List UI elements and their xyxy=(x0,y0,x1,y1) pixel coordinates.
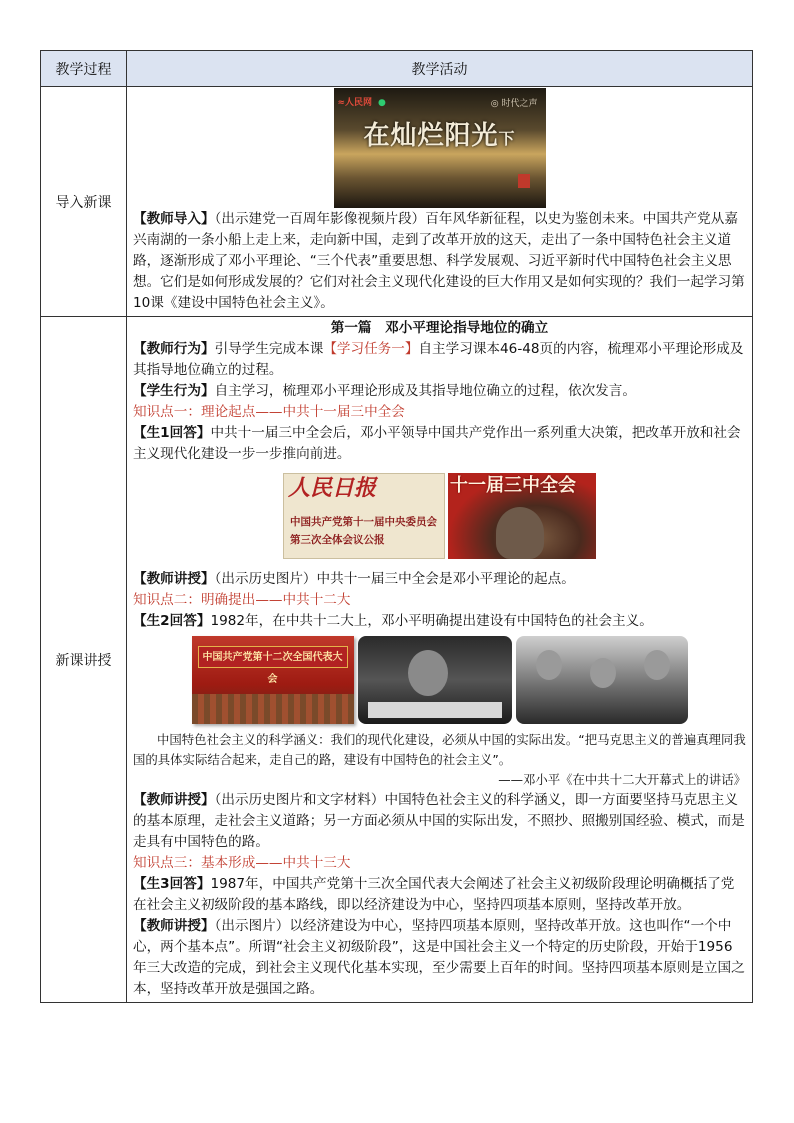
lecture-row xyxy=(41,317,753,1003)
speech-photo-image xyxy=(358,636,512,724)
portrait-figure xyxy=(496,507,544,559)
teacher-lecture-1: 【教师讲授】（出示历史图片）中共十一届三中全会是邓小平理论的起点。 xyxy=(133,571,575,587)
student-behavior: 【学生行为】自主学习，梳理邓小平理论形成及其指导地位确立的过程，依次发言。 xyxy=(133,383,636,399)
group-photo-image xyxy=(516,636,688,724)
section-title: 第一篇 邓小平理论指导地位的确立 xyxy=(330,320,549,336)
intro-label: 导入新课 xyxy=(41,87,127,317)
plenum-poster-image: 十一届三中全会 xyxy=(448,473,596,559)
quote-source: ——邓小平《在中共十二大开幕式上的讲话》 xyxy=(498,772,746,787)
table-header-row xyxy=(41,51,753,87)
header-process: 教学过程 xyxy=(41,51,127,87)
quote-text: 中国特色社会主义的科学涵义：我们的现代化建设，必须从中国的实际出发。“把马克思主义的普遍真理同我国的具体实际结合起来，走自己的路，建设有中国特色的社会主义”。 xyxy=(133,732,746,767)
video-logo-right: ◎ 时代之声 xyxy=(490,99,538,109)
lecture-content xyxy=(127,317,753,1003)
knowledge-point-1: 知识点一：理论起点——中共十一届三中全会 xyxy=(133,404,405,420)
lesson-table xyxy=(40,50,753,1003)
lecture-label: 新课讲授 xyxy=(41,317,127,1003)
video-still-image xyxy=(334,88,546,208)
knowledge-point-2: 知识点二：明确提出——中共十二大 xyxy=(133,592,351,608)
header-activity: 教学活动 xyxy=(127,51,753,87)
video-logo-left: ≈人民网 ● xyxy=(337,98,386,108)
student-answer-2: 【生2回答】1982年，在中共十二大上，邓小平明确提出建设有中国特色的社会主义。 xyxy=(133,613,653,629)
teacher-lecture-3: 【教师讲授】（出示图片）以经济建设为中心，坚持四项基本原则，坚持改革开放。这也叫作“一个中心，两个基本点”。所谓“社会主义初级阶段”，这是中国社会主义一个特定的历史阶段，开始于1956年三大改造的完成，到社会主义现代化基本实现，至少需要上百年的时间。坚持四项基本原则是立国之本，坚持改革开放是强国之路。 xyxy=(133,918,745,997)
teacher-behavior: 【教师行为】引导学生完成本课【学习任务一】自主学习课本46-48页的内容，梳理邓小平理论形成及其指导地位确立的过程。 xyxy=(133,341,744,378)
congress-hall-image: 中国共产党第十二次全国代表大会 xyxy=(192,636,354,724)
knowledge-point-3: 知识点三：基本形成——中共十三大 xyxy=(133,855,351,871)
video-title: 在灿烂阳光下 xyxy=(363,121,516,151)
intro-paragraph: 【教师导入】（出示建党一百周年影像视频片段）百年风华新征程，以史为鉴创未来。中国共产党从嘉兴南湖的一条小船上走上来，走向新中国，走到了改革开放的这天，走出了一条中国特色社会主义道路，逐渐形成了邓小平理论、“三个代表”重要思想、科学发展观、习近平新时代中国特色社会主义思想。它们是如何形成发展的？它们对社会主义现代化建设的巨大作用又是如何实现的？我们一起学习第10课《建设中国特色社会主义》。 xyxy=(133,211,745,311)
student-answer-3: 【生3回答】1987年，中国共产党第十三次全国代表大会阐述了社会主义初级阶段理论明确概括了党在社会主义初级阶段的基本路线，即以经济建设为中心，坚持四项基本原则，坚持改革开放。 xyxy=(133,876,735,913)
red-seal-icon xyxy=(518,174,530,188)
intro-row xyxy=(41,87,753,317)
teacher-lecture-2: 【教师讲授】（出示历史图片和文字材料）中国特色社会主义的科学涵义，即一方面要坚持马克思主义的基本原理，走社会主义道路；另一方面必须从中国的实际出发，不照抄、照搬别国经验、模式，而是走具有中国特色的路。 xyxy=(133,792,745,850)
intro-content xyxy=(127,87,753,317)
newspaper-image: 人民日报 中国共产党第十一届中央委员会 第三次全体会议公报 xyxy=(283,473,445,559)
student-answer-1: 【生1回答】中共十一届三中全会后，邓小平领导中国共产党作出一系列重大决策，把改革开放和社会主义现代化建设一步一步推向前进。 xyxy=(133,425,741,462)
